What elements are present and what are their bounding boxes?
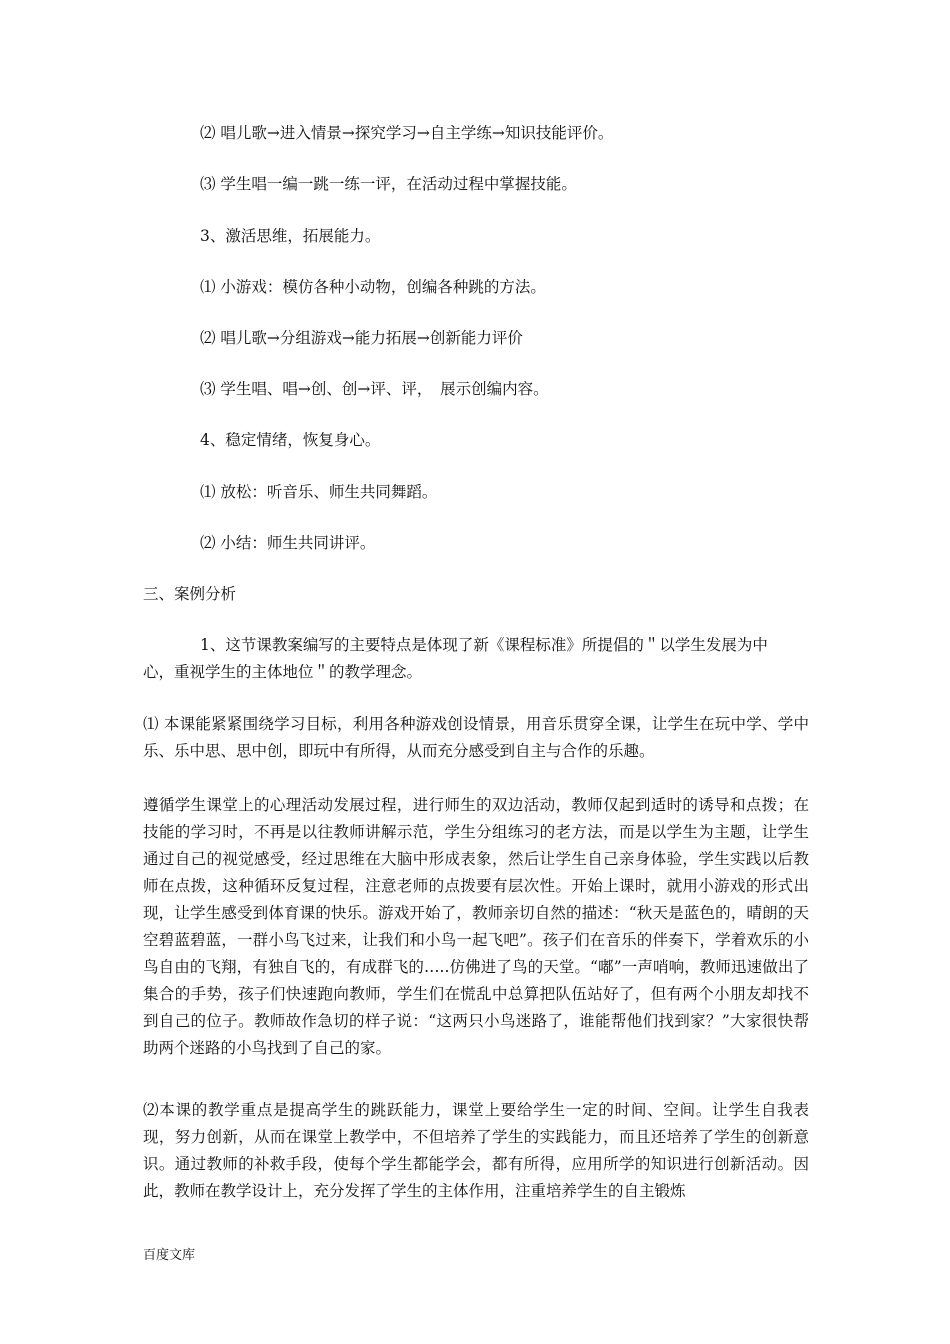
paragraph-4: ⑵本课的教学重点是提高学生的跳跃能力，课堂上要给学生一定的时间、空间。让学生自我表现，努力创新，从而在课堂上教学中，不但培养了学生的实践能力，而且还培养了学生的创新意识。通过教师的补救手段，使每个学生都能学会，都有所得，应用所学的知识进行创新活动。因此，教师在教学设计上，充分发挥了学生的主体作用，注重培养学生的自主锻炼 (143, 1101, 809, 1200)
list-item-3-1: ⑴ 小游戏：模仿各种小动物，创编各种跳的方法。 (200, 278, 546, 296)
list-item-4-2: ⑵ 小结：师生共同讲评。 (200, 534, 376, 552)
heading-step-4: 4、稳定情绪，恢复身心。 (200, 431, 381, 449)
list-item-4-1: ⑴ 放松：听音乐、师生共同舞蹈。 (200, 483, 438, 501)
list-item-3-2: ⑵ 唱儿歌→分组游戏→能力拓展→创新能力评价 (200, 329, 523, 347)
section-title: 三、案例分析 (143, 585, 237, 603)
list-item-2-3: ⑶ 学生唱一编一跳一练一评，在活动过程中掌握技能。 (200, 175, 577, 193)
heading-step-3: 3、激活思维，拓展能力。 (200, 227, 381, 245)
paragraph-1-line-1: 1、这节课教案编写的主要特点是体现了新《课程标准》所提倡的＂以学生发展为中 (200, 636, 768, 654)
footer-brand: 百度文库 (143, 1248, 196, 1263)
paragraph-1-line-2: 心，重视学生的主体地位＂的教学理念。 (143, 663, 423, 681)
list-item-2-2: ⑵ 唱儿歌→进入情景→探究学习→自主学练→知识技能评价。 (200, 124, 614, 142)
paragraph-3: 遵循学生课堂上的心理活动发展过程，进行师生的双边活动，教师仅起到适时的诱导和点拨；在技能的学习时，不再是以往教师讲解示范，学生分组练习的老方法，而是以学生为主题，让学生通过自己的视觉感受，经过思维在大脑中形成表象，然后让学生自己亲身体验，学生实践以后教师在点拨，这种循环反复过程，注意老师的点拨要有层次性。开始上课时，就用小游戏的形式出现，让学生感受到体育课的快乐。游戏开始了，教师亲切自然的描述：“秋天是蓝色的，晴朗的天空碧蓝碧蓝，一群小鸟飞过来，让我们和小鸟一起飞吧”。孩子们在音乐的伴奏下，学着欢乐的小鸟自由的飞翔，有独自飞的，有成群飞的…..仿佛进了鸟的天堂。“嘟”一声哨响，教师迅速做出了集合的手势，孩子们快速跑向教师，学生们在慌乱中总算把队伍站好了，但有两个小朋友却找不到自己的位子。教师故作急切的样子说：“这两只小鸟迷路了，谁能帮他们找到家？”大家很快帮助两个迷路的小鸟找到了自己的家。 (143, 796, 809, 1057)
list-item-3-3: ⑶ 学生唱、唱→创、创→评、评， 展示创编内容。 (200, 380, 549, 398)
paragraph-2: ⑴ 本课能紧紧围绕学习目标，利用各种游戏创设情景，用音乐贯穿全课，让学生在玩中学、学中乐、乐中思、思中创，即玩中有所得，从而充分感受到自主与合作的乐趣。 (143, 715, 809, 760)
